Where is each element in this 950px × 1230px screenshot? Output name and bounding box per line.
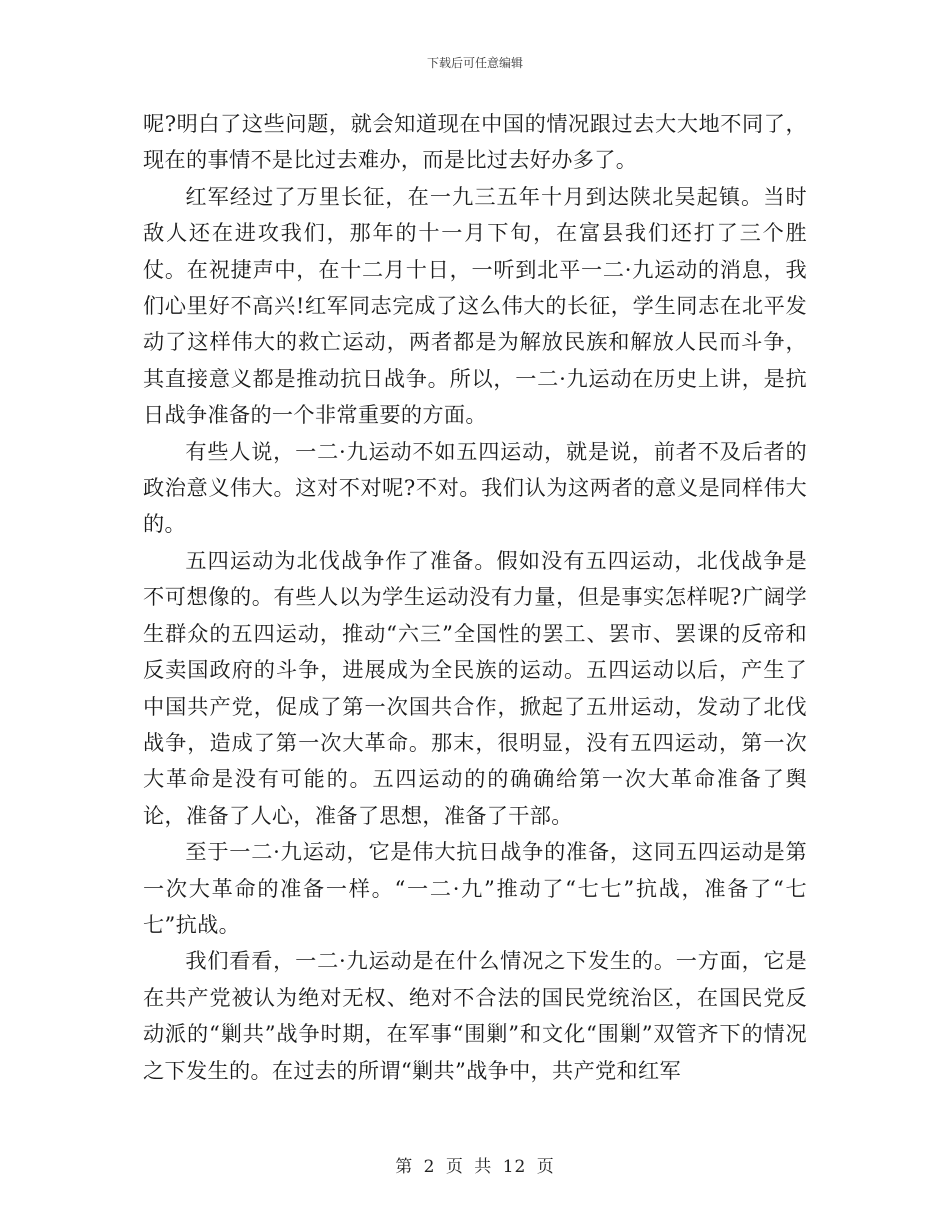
paragraph-december-ninth-preparation: 至于一二·九运动，它是伟大抗日战争的准备，这同五四运动是第一次大革命的准备一样。“一二·九”推动了“七七”抗战，准备了“七七”抗战。 bbox=[143, 839, 807, 937]
document-body bbox=[143, 106, 807, 1089]
page-header: 下载后可任意编辑 bbox=[426, 56, 523, 70]
paragraph-may-fourth-movement: 五四运动为北伐战争作了准备。假如没有五四运动，北伐战争是不可想像的。有些人以为学生运动没有力量，但是事实怎样呢?广阔学生群众的五四运动，推动“六三”全国性的罢工、罢市、罢课的反帝和反卖国政府的斗争，进展成为全民族的运动。五四运动以后，产生了中国共产党，促成了第一次国共合作，掀起了五卅运动，发动了北伐战争，造成了第一次大革命。那末，很明显，没有五四运动，第一次大革命是没有可能的。五四运动的的确确给第一次大革命准备了舆论，准备了人心，准备了思想，准备了干部。 bbox=[143, 547, 807, 828]
paragraph-comparison-may-fourth: 有些人说，一二·九运动不如五四运动，就是说，前者不及后者的政治意义伟大。这对不对呢?不对。我们认为这两者的意义是同样伟大的。 bbox=[143, 438, 807, 537]
paragraph-december-ninth-conditions: 我们看看，一二·九运动是在什么情况之下发生的。一方面，它是在共产党被认为绝对无权、绝对不合法的国民党统治区，在国民党反动派的“剿共”战争时期，在军事“围剿”和文化“围剿”双管齐下的情况之下发生的。在过去的所谓“剿共”战争中，共产党和红军 bbox=[143, 948, 807, 1083]
page-number-footer: 第 2 页 共 12 页 bbox=[395, 1157, 555, 1177]
paragraph-red-army-long-march: 红军经过了万里长征，在一九三五年十月到达陕北吴起镇。当时敌人还在进攻我们，那年的十一月下旬，在富县我们还打了三个胜仗。在祝捷声中，在十二月十日，一听到北平一二·九运动的消息，我们心里好不高兴!红军同志完成了这么伟大的长征，学生同志在北平发动了这样伟大的救亡运动，两者都是为解放民族和解放人民而斗争，其直接意义都是推动抗日战争。所以，一二·九运动在历史上讲，是抗日战争准备的一个非常重要的方面。 bbox=[143, 183, 807, 428]
paragraph-continuation: 呢?明白了这些问题，就会知道现在中国的情况跟过去大大地不同了，现在的事情不是比过去难办，而是比过去好办多了。 bbox=[143, 111, 807, 173]
